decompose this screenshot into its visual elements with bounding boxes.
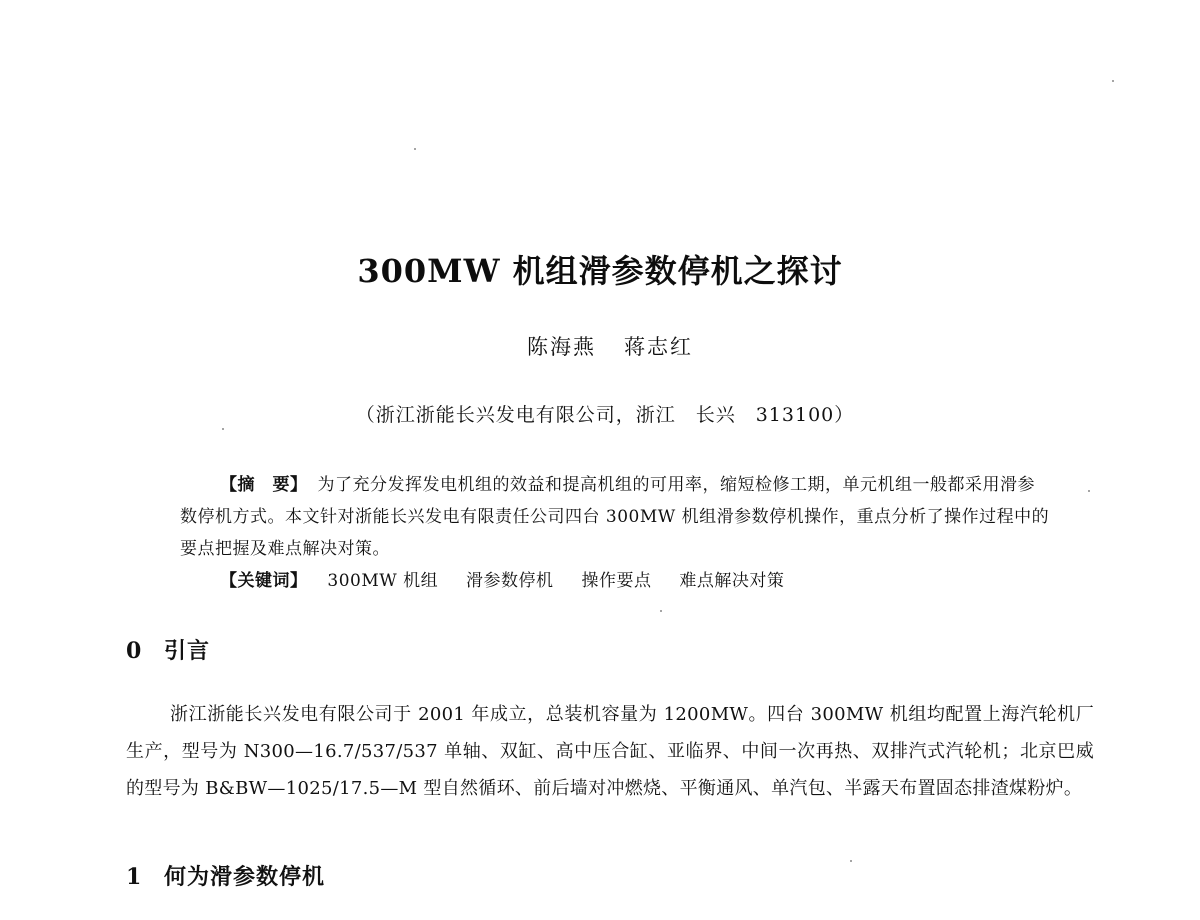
scan-speck <box>660 610 662 612</box>
scan-speck <box>850 860 852 862</box>
section-heading-introduction <box>126 634 210 665</box>
scan-speck <box>1088 490 1090 492</box>
section-number: 1 <box>126 864 143 890</box>
scan-speck <box>414 148 416 150</box>
paper-title: 300MW 机组滑参数停机之探讨 <box>357 252 843 290</box>
author-name: 陈海燕 <box>527 335 596 359</box>
affiliation: （浙江浙能长兴发电有限公司，浙江 长兴 313100） <box>355 404 855 426</box>
keyword: 滑参数停机 <box>466 571 554 591</box>
section-body-introduction: 浙江浙能长兴发电有限公司于 2001 年成立，总装机容量为 1200MW。四台 300MW 机组均配置上海汽轮机厂生产，型号为 N300—16.7/537/537 单轴、双缸、高中压合缸、亚临界、中间一次再热、双排汽式汽轮机；北京巴威的型号为 B&BW—1025/17.5—M 型自然循环、前后墙对冲燃烧、平衡通风、单汽包、半露天布置固态排渣煤粉炉。 <box>126 704 1094 799</box>
scan-speck <box>222 428 224 430</box>
author-list <box>0 331 1200 361</box>
section-title: 何为滑参数停机 <box>164 864 326 890</box>
keyword: 300MW 机组 <box>327 571 439 591</box>
keywords-label: 【关键词】 <box>220 571 308 591</box>
keywords <box>220 566 806 591</box>
scan-speck <box>1112 80 1114 82</box>
section-number: 0 <box>126 638 143 664</box>
keyword: 难点解决对策 <box>679 571 785 591</box>
abstract <box>180 469 1050 565</box>
section-title: 引言 <box>164 638 211 664</box>
abstract-text: 为了充分发挥发电机组的效益和提高机组的可用率，缩短检修工期，单元机组一般都采用滑参数停机方式。本文针对浙能长兴发电有限责任公司四台 300MW 机组滑参数停机操作，重点分析了操作过程中的要点把握及难点解决对策。 <box>180 475 1050 559</box>
keyword: 操作要点 <box>581 571 652 591</box>
section-heading-sliding-parameter-shutdown <box>126 860 325 891</box>
author-name: 蒋志红 <box>624 335 693 359</box>
abstract-label: 【摘 要】 <box>220 475 308 495</box>
